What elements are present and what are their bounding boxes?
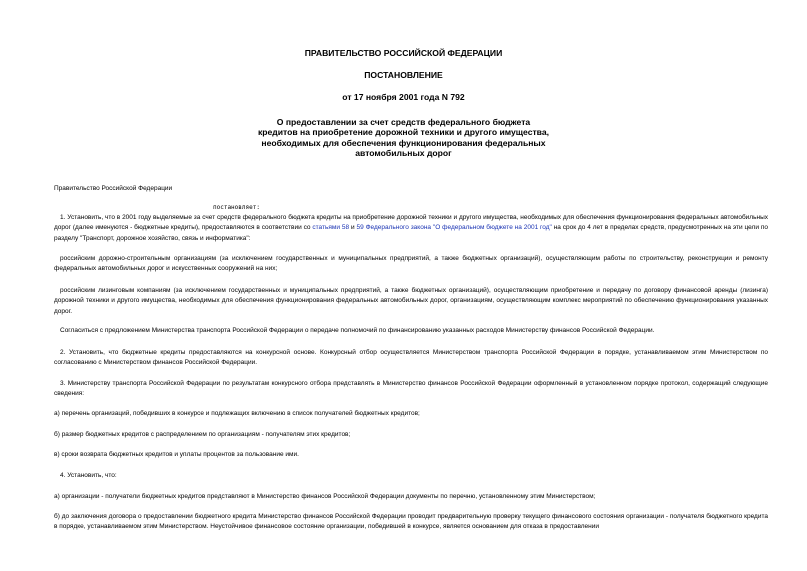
title-line: кредитов на приобретение дорожной техники и другого имущества, bbox=[257, 127, 550, 138]
government-heading: ПРАВИТЕЛЬСТВО РОССИЙСКОЙ ФЕДЕРАЦИИ bbox=[304, 48, 503, 58]
paragraph-agree bbox=[54, 326, 768, 336]
item-b bbox=[54, 430, 768, 440]
paragraph-text: 2. Установить, что бюджетные кредиты предоставляются на конкурсной основе. Конкурсный отбор осуществляется Министерством транспорта Российской Федерации в порядке, устанавливаемом этим Министерством по согласованию с Министерством финансов Российской Федерации. bbox=[54, 349, 768, 367]
paragraph-2 bbox=[54, 348, 768, 369]
paragraph-1-start: 1. Установить, что в 2001 году выделяемые за счет средств федерального бюджета кредиты на приобретение дорожной техники и другого имущества, необходимых для обеспечения функционирования федеральных автомобильных дорог (далее именуются - бюджетные кредиты), предоставляются в соответствии со bbox=[54, 214, 768, 232]
paragraph-1 bbox=[54, 213, 768, 244]
item-text: б) до заключения договора о предоставлении бюджетного кредита Министерство финансов Российской Федерации проводит предварительную проверку текущего финансового состояния организации - получателя бюджетного кредита в порядке, устанавливаемом этим Министерством. Неустойчивое финансовое состояние организации, победившей в конкурсе, является основанием для отказа в предоставлении bbox=[54, 513, 768, 531]
paragraph-text: российским дорожно-строительным организациям (за исключением государственных и муниципальных предприятий, а также бюджетных организаций), осуществляющим работы по строительству, реконструкции и ремонту федеральных автомобильных дорог и искусственных сооружений на них; bbox=[54, 255, 768, 273]
document-type-heading: ПОСТАНОВЛЕНИЕ bbox=[364, 70, 443, 80]
date-number-heading: от 17 ноября 2001 года N 792 bbox=[342, 92, 465, 102]
title-line: О предоставлении за счет средств федерального бюджета bbox=[276, 117, 531, 127]
paragraph-text: Согласиться с предложением Министерства транспорта Российской Федерации о передаче полномочий по финансированию указанных расходов Министерству финансов Российской Федерации. bbox=[60, 327, 655, 334]
paragraph-road-organizations bbox=[54, 254, 768, 275]
paragraph-1-and: и bbox=[349, 224, 357, 232]
title-line: необходимых для обеспечения функционирования федеральных bbox=[261, 137, 546, 148]
item-4a bbox=[54, 492, 768, 502]
paragraph-3 bbox=[54, 379, 768, 400]
link-federal-budget-law[interactable]: Федерального закона "О федеральном бюджете на 2001 год" bbox=[365, 224, 552, 232]
item-text: а) организации - получатели бюджетных кредитов представляют в Министерство финансов Российской Федерации документы по перечню, установленному этим Министерством; bbox=[54, 493, 596, 500]
title-line: автомобильных дорог bbox=[355, 148, 452, 159]
item-4b bbox=[54, 512, 768, 534]
document-title bbox=[0, 117, 807, 159]
decrees-word: постановляет: bbox=[213, 204, 260, 211]
item-v bbox=[54, 450, 768, 460]
paragraph-text: 3. Министерству транспорта Российской Федерации по результатам конкурсного отбора представлять в Министерство финансов Российской Федерации оформленный в установленном порядке протокол, содержащий следующие сведения: bbox=[54, 380, 768, 398]
link-article-58[interactable]: статьями 58 bbox=[312, 224, 350, 232]
paragraph-1-end: на срок до 4 лет в пределах средств, предусмотренных на эти цели по разделу "Транспорт, дорожное хозяйство, связь и информатика": bbox=[54, 224, 768, 242]
item-text: а) перечень организаций, победивших в конкурсе и подлежащих включению в список получателей бюджетных кредитов; bbox=[54, 410, 420, 417]
item-text: б) размер бюджетных кредитов с распределением по организациям - получателям этих кредитов; bbox=[54, 431, 351, 438]
paragraph-text: российским лизинговым компаниям (за исключением государственных и муниципальных предприятий, а также бюджетных организаций), осуществляющим приобретение и передачу по договору финансовой аренды (лизинга) дорожной техники и другого имущества, необходимых для обеспечения функционирования федеральных автомобильных дорог, организациям, осуществляющим комплекс мероприятий по обеспечению функционирования указанных дорог. bbox=[54, 287, 768, 315]
item-text: в) сроки возврата бюджетных кредитов и уплаты процентов за пользование ими. bbox=[54, 451, 299, 458]
item-a bbox=[54, 409, 768, 419]
paragraph-4 bbox=[54, 471, 768, 481]
link-article-59[interactable]: 59 bbox=[356, 224, 364, 232]
paragraph-leasing-companies bbox=[54, 286, 768, 317]
paragraph-text: 4. Установить, что: bbox=[60, 472, 117, 479]
preamble: Правительство Российской Федерации bbox=[54, 185, 173, 192]
